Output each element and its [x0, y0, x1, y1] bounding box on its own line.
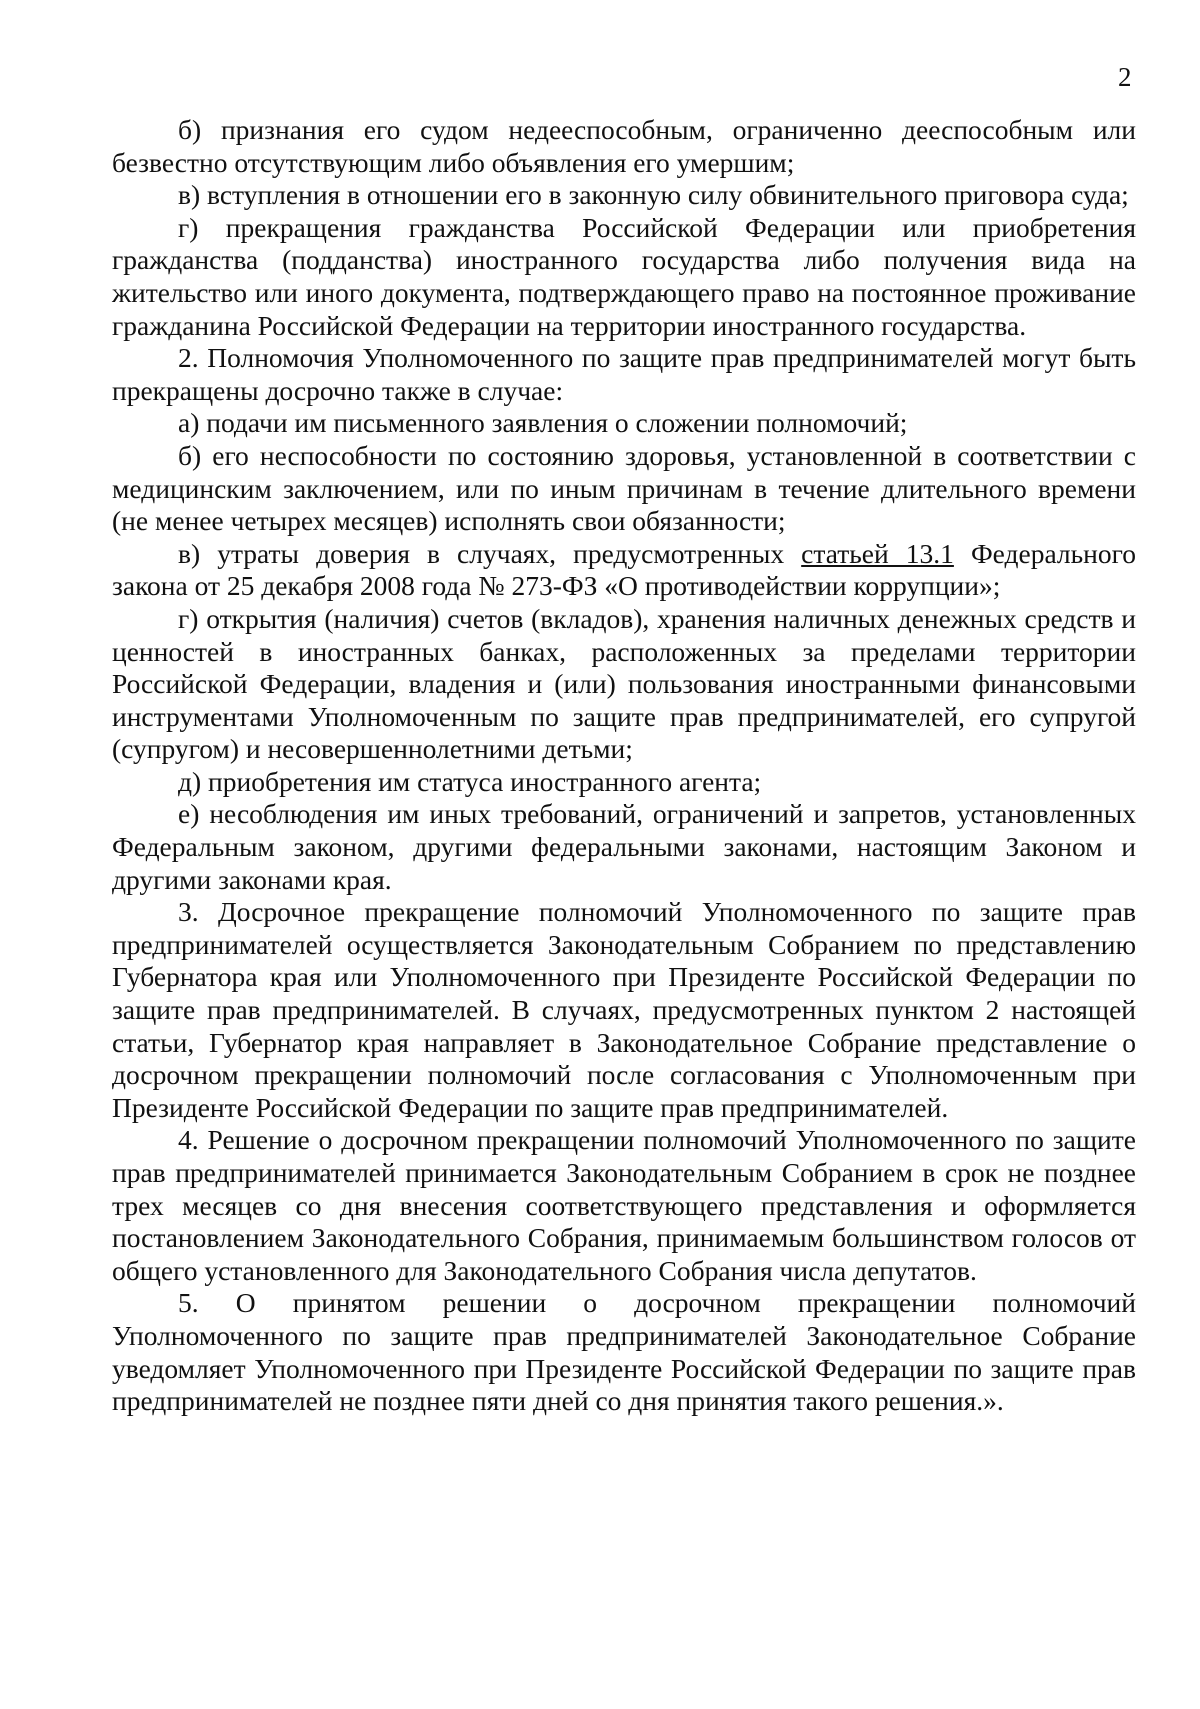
paragraph-v-text-end: Федерального закона от 25 декабря 2008 года № 273-ФЗ «О противодействии коррупции»; [112, 537, 1136, 602]
paragraph-d-foreign-agent: д) приобретения им статуса иностранного агента; [178, 765, 762, 797]
page-number: 2 [1118, 62, 1132, 92]
paragraph-g-citizenship: г) прекращения гражданства Российской Федерации или приобретения гражданства (подданства) иностранного государства либо получения вида на жительство или иного документа, подтверждающего право на постоянное проживание гражданина Российской Федерации на территории иностранного государства. [112, 211, 1136, 341]
paragraph-3-procedure: 3. Досрочное прекращение полномочий Уполномоченного по защите прав предпринимателей осуществляется Законодательным Собранием по представлению Губернатора края или Уполномоченного при Президенте Российской Федерации по защите прав предпринимателей. В случаях, предусмотренных пунктом 2 настоящей статьи, Губернатор края направляет в Законодательное Собрание представление о досрочном прекращении полномочий после согласования с Уполномоченным при Президенте Российской Федерации по защите прав предпринимателей. [112, 896, 1136, 1123]
paragraph-5-notification: 5. О принятом решении о досрочном прекращении полномочий Уполномоченного по защите прав предпринимателей Законодательное Собрание уведомляет Уполномоченного при Президенте Российской Федерации по защите прав предпринимателей не позднее пяти дней со дня принятия такого решения.». [112, 1287, 1136, 1417]
paragraph-v-loss-of-trust [112, 538, 1136, 603]
article-13-1-link[interactable]: статьей 13.1 [801, 537, 954, 569]
paragraph-e-noncompliance: е) несоблюдения им иных требований, ограничений и запретов, установленных Федеральным законом, другими федеральными законами, настоящим Законом и другими законами края. [112, 798, 1136, 895]
paragraph-b-incapacity: б) признания его судом недееспособным, ограниченно дееспособным или безвестно отсутствующим либо объявления его умершим; [112, 114, 1136, 178]
paragraph-v-conviction: в) вступления в отношении его в законную силу обвинительного приговора суда; [178, 179, 1129, 211]
document-body [112, 114, 1136, 1418]
paragraph-4-decision: 4. Решение о досрочном прекращении полномочий Уполномоченного по защите прав предпринимателей принимается Законодательным Собранием в срок не позднее трех месяцев со дня внесения соответствующего представления и оформляется постановлением Законодательного Собрания, принимаемым большинством голосов от общего установленного для Законодательного Собрания числа депутатов. [112, 1124, 1136, 1286]
paragraph-g-foreign-accounts: г) открытия (наличия) счетов (вкладов), хранения наличных денежных средств и ценностей в иностранных банках, расположенных за пределами территории Российской Федерации, владения и (или) пользования иностранными финансовыми инструментами Уполномоченным по защите прав предпринимателей, его супругой (супругом) и несовершеннолетними детьми; [112, 602, 1136, 765]
paragraph-v-text-start: в) утраты доверия в случаях, предусмотренных [178, 537, 802, 569]
paragraph-b-health: б) его неспособности по состоянию здоровья, установленной в соответствии с медицинским заключением, или по иным причинам в течение длительного времени (не менее четырех месяцев) исполнять свои обязанности; [112, 439, 1136, 537]
paragraph-a-resignation: а) подачи им письменного заявления о сложении полномочий; [178, 407, 908, 439]
paragraph-2-early-termination: 2. Полномочия Уполномоченного по защите прав предпринимателей могут быть прекращены досрочно также в случае: [112, 342, 1136, 406]
